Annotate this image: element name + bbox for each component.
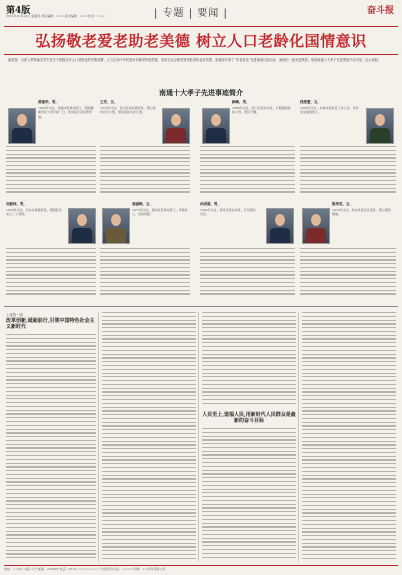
column-rule bbox=[198, 312, 199, 562]
portrait-photo bbox=[202, 108, 230, 144]
editor-note: 编者按：为深入贯彻落实党中央关于积极应对人口老龄化的决策部署，大力弘扬中华民族孝亲敬老传统美德，营造全社会敬老爱老助老的良好氛围，南通市开展了“孝老爱亲”先进事迹评选活动，涌现出一批先进典型。现将南通十大孝子先进事迹予以刊发，以示表彰。 bbox=[8, 58, 382, 62]
profile-card bbox=[100, 202, 190, 302]
article-body bbox=[202, 428, 296, 562]
profile-name: 顾峰，男， bbox=[232, 100, 250, 104]
profile-card bbox=[300, 202, 396, 302]
profile-name: 孙国强，男， bbox=[200, 202, 221, 206]
profile-name: 陈秀英，女， bbox=[332, 202, 353, 206]
article-body bbox=[102, 312, 196, 562]
profile-name: 黄建华，男， bbox=[38, 100, 59, 104]
profile-name: 刘振林，男， bbox=[6, 202, 27, 206]
issue-meta: 2021年10月14日 星期四 责任编辑：××× 美术编辑：××× 校对：××× bbox=[6, 14, 105, 18]
profile-text: 1965年出生，南通市某单位职工，照顾瘫痪母亲十余年如一日，用实际行动诠释孝道。 bbox=[38, 106, 94, 119]
article-title: 人民至上,造福人民,用新时代人民群众是最新的奋斗目标 bbox=[202, 412, 296, 424]
profile-card bbox=[200, 202, 295, 302]
continued-tag: 上接第一版 bbox=[6, 313, 23, 317]
portrait-photo bbox=[266, 208, 294, 244]
profile-name: 王芳，女， bbox=[100, 100, 118, 104]
footer: 地址：××市××路××号 邮编：226000 电话：0513-×××××××× 广告经营许可证：×××× 印刷：××印务有限公司 bbox=[4, 565, 398, 571]
article-title: 改革创新,砥砺前行,引领中国特色社会主义新时代 bbox=[6, 318, 95, 330]
portrait-photo bbox=[102, 208, 130, 244]
profile-body-text bbox=[6, 248, 96, 300]
profile-name: 周丽梅，女， bbox=[132, 202, 153, 206]
section-tag: | 专题 | 要闻 | bbox=[154, 8, 228, 19]
portrait-photo bbox=[162, 108, 190, 144]
profile-card bbox=[300, 100, 396, 200]
headline: 弘扬敬老爱老助老美德 树立人口老龄化国情意识 bbox=[35, 32, 367, 50]
portrait-photo bbox=[68, 208, 96, 244]
profile-body-text bbox=[300, 146, 396, 198]
portrait-photo bbox=[8, 108, 36, 144]
portrait-photo bbox=[302, 208, 330, 244]
profile-card bbox=[6, 202, 96, 302]
header-rule bbox=[4, 26, 398, 27]
column-rule bbox=[98, 312, 99, 562]
column-rule bbox=[298, 312, 299, 562]
portrait-photo bbox=[366, 108, 394, 144]
profile-body-text bbox=[6, 146, 96, 198]
article-body bbox=[6, 334, 96, 562]
page-number: 第4版 bbox=[6, 6, 31, 16]
profile-text: 1970年出生，如东县某社区居民，悉心照顾婆婆。 bbox=[332, 208, 391, 217]
profile-text: 1958年出生，启东市某镇居民，照顾卧床老人二十余载。 bbox=[6, 208, 62, 217]
profile-body-text bbox=[100, 146, 190, 198]
article-body bbox=[302, 312, 396, 562]
profile-text: 1975年出生，通州区某单位职工，孝敬老人，家庭和睦。 bbox=[132, 208, 188, 217]
paper-logo: 奋斗报 bbox=[366, 6, 394, 16]
profile-body-text bbox=[300, 248, 396, 300]
headline-rule bbox=[4, 54, 398, 55]
profile-name: 钱斐蕾，女， bbox=[300, 100, 321, 104]
profile-body-text bbox=[200, 248, 295, 300]
profile-text: 1972年出生，崇川区某街道居民，悉心照料年迈公婆，被邻里称为好儿媳。 bbox=[100, 106, 156, 115]
masthead bbox=[4, 2, 398, 26]
profile-body-text bbox=[200, 146, 295, 198]
profile-text: 1962年出生，海安市某村村民，长年照料双亲。 bbox=[200, 208, 256, 217]
profile-body-text bbox=[100, 248, 190, 300]
article-body bbox=[202, 312, 296, 408]
section-divider bbox=[4, 306, 398, 307]
profile-card bbox=[200, 100, 295, 200]
section-subhead: 南通十大孝子先进事迹简介 bbox=[159, 88, 243, 97]
profile-card bbox=[100, 100, 190, 200]
profile-card bbox=[6, 100, 96, 200]
profile-text: 1980年出生，如皋市某社区工作人员，孝老爱亲事迹感人。 bbox=[300, 106, 359, 115]
profile-text: 1968年出生，海门区某村村民，长期照顾患病父母，坚持不懈。 bbox=[232, 106, 291, 115]
